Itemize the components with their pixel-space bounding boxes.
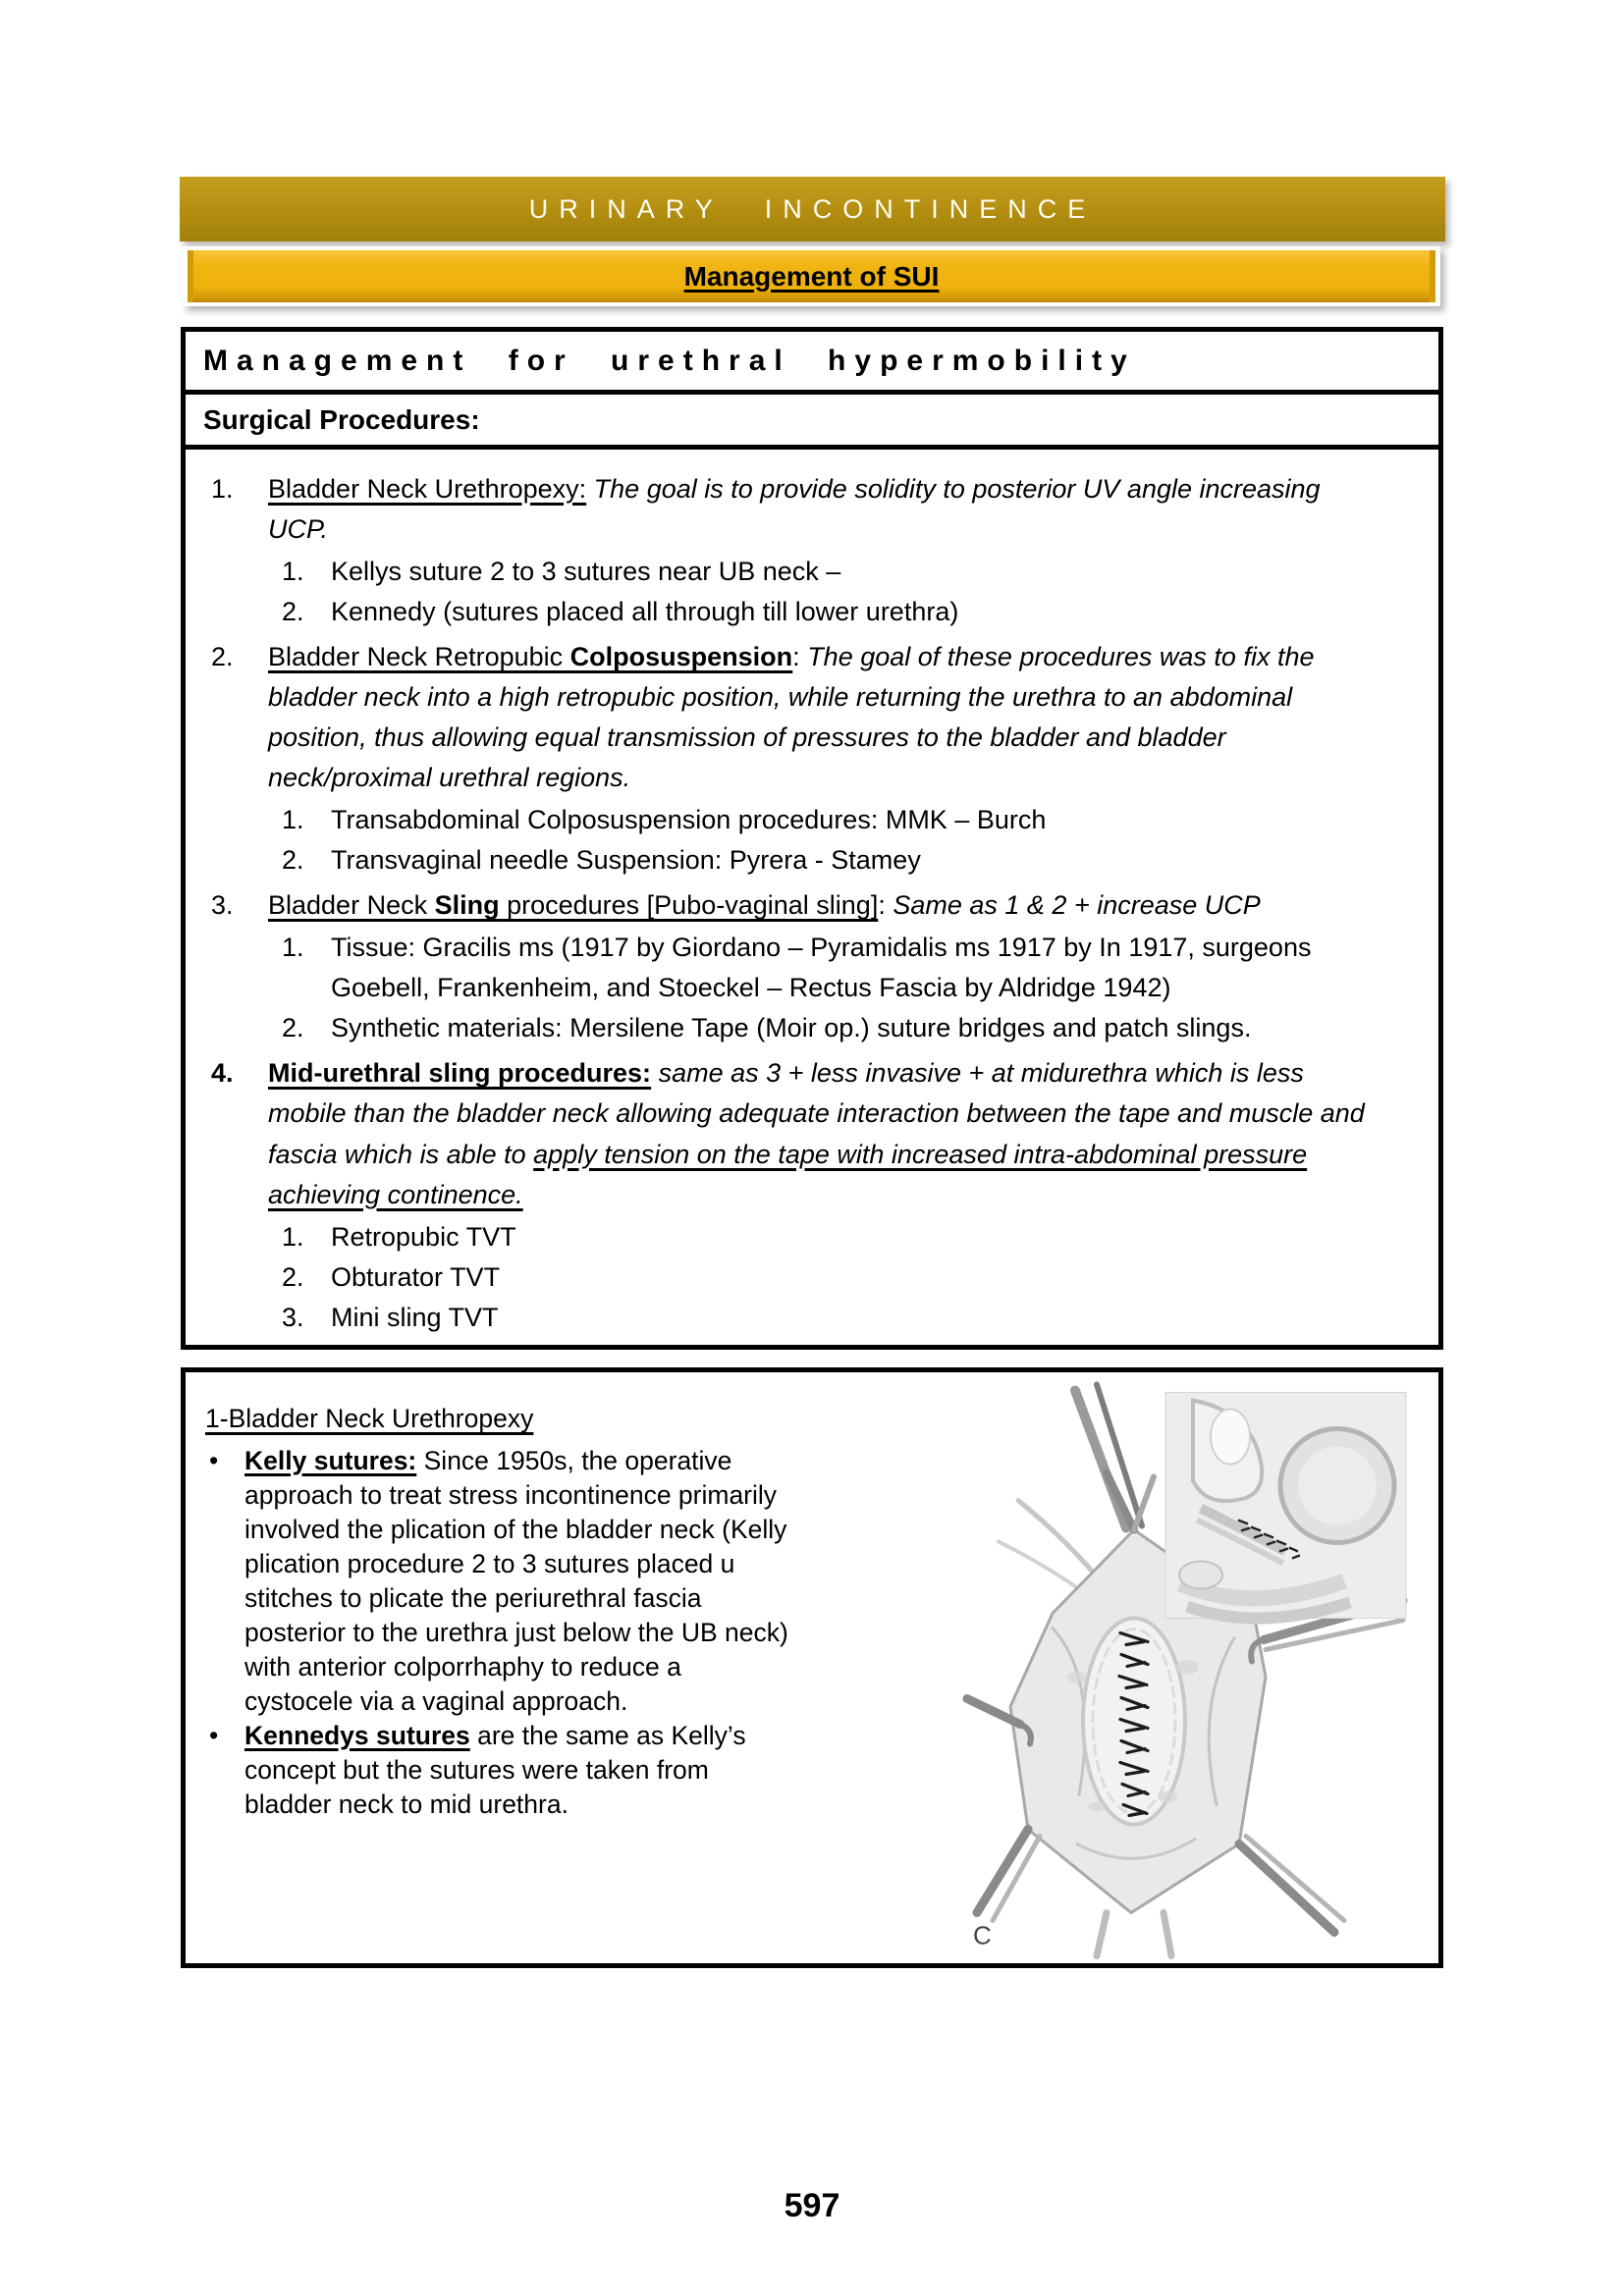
- procedure-title: Mid-urethral sling procedures:: [268, 1058, 652, 1089]
- page-subtitle: Management of SUI: [683, 260, 940, 292]
- info-title: 1-Bladder Neck Urethropexy: [205, 1404, 534, 1433]
- procedure-item-4: [205, 1053, 1415, 1337]
- sub-item: 1. Kellys suture 2 to 3 sutures near UB neck –: [282, 557, 841, 587]
- bullet-text: are the same as Kelly’s concept but the sutures were taken from bladder neck to mid urethra.: [244, 1720, 746, 1819]
- procedure-description: Same as 1 & 2 + increase UCP: [893, 890, 1261, 921]
- section-subheading: Surgical Procedures:: [186, 395, 1438, 450]
- procedure-sublist: [268, 928, 1368, 1048]
- procedure-body: [268, 1053, 1368, 1337]
- procedure-description: The goal of these procedures was to fix the bladder neck into a high retropubic position, while returning the urethra to an abdominal position, thus allowing equal transmission of pressures to the bladder and bladder neck/proximal urethral regions.: [268, 642, 1315, 793]
- procedure-description: The goal is to provide solidity to posterior UV angle increasing UCP.: [268, 474, 1321, 545]
- subtitle-bar: [183, 246, 1440, 306]
- sub-item: 2. Transvaginal needle Suspension: Pyrera - Stamey: [282, 845, 921, 876]
- sub-item: 1. Tissue: Gracilis ms (1917 by Giordano – Pyramidalis ms 1917 by In 1917, surgeons Goebell, Frankenheim, and Stoeckel – Rectus Fascia by Aldridge 1942): [282, 933, 1312, 1003]
- info-text-column: [205, 1402, 794, 1822]
- procedure-number: 1.: [211, 474, 234, 504]
- sub-item: 2. Obturator TVT: [282, 1261, 501, 1292]
- urethropexy-info-box: [181, 1367, 1443, 1968]
- procedure-sublist: [268, 800, 1368, 881]
- sub-item: 2. Synthetic materials: Mersilene Tape (Moir op.) suture bridges and patch slings.: [282, 1013, 1252, 1043]
- bullet-label: Kelly sutures:: [244, 1445, 417, 1475]
- info-bullet-list: [205, 1444, 794, 1822]
- procedure-item-1: [205, 469, 1415, 632]
- sub-item: 1. Transabdominal Colposuspension procedures: MMK – Burch: [282, 805, 1047, 835]
- page-title: URINARY INCONTINENCE: [528, 193, 1097, 224]
- procedures-list: [186, 450, 1438, 1338]
- procedure-body: Bladder Neck Retropubic Colposuspension: The goal of these procedures was to fix the bladder neck into a high retropubic position, while returning the urethra to an abdominal position, thus allowing equal transmission of pressures to the bladder and bladder neck/proximal urethral regions. 1. Transabdominal Colposuspension procedures: MMK – Burch 2. Transvaginal needle Suspension: Pyrera - Stamey: [268, 637, 1368, 881]
- management-section-box: [181, 327, 1443, 1350]
- sub-item: 1. Retropubic TVT: [282, 1221, 516, 1252]
- procedure-number: 3.: [211, 890, 234, 921]
- bullet-item-kennedy: [205, 1719, 794, 1822]
- procedure-title: Bladder Neck Urethropexy:: [268, 474, 587, 504]
- procedure-title: Bladder Neck Retropubic Colposuspension: [268, 642, 793, 672]
- procedure-title: Bladder Neck Sling procedures [Pubo-vaginal sling]: [268, 890, 879, 921]
- sagittal-inset: [1165, 1393, 1406, 1619]
- procedure-description-underlined: apply tension on the tape with increased intra-abdominal pressure achieving continence.: [268, 1139, 1308, 1209]
- sub-item: 2. Kennedy (sutures placed all through till lower urethra): [282, 597, 959, 627]
- bullet-label: Kennedys sutures: [244, 1720, 470, 1750]
- procedure-item-2: [205, 637, 1415, 881]
- bullet-item-kelly: [205, 1444, 794, 1719]
- page-number: 597: [784, 2187, 840, 2224]
- bullet-text: Since 1950s, the operative approach to treat stress incontinence primarily involved the plication of the bladder neck (Kelly plication procedure 2 to 3 sutures placed u stitches to plicate the periurethral fascia posterior to the urethra just below the UB neck) with anterior colporrhaphy to reduce a cystocele via a vaginal approach.: [244, 1445, 788, 1716]
- procedure-number: 2.: [211, 642, 234, 672]
- procedure-sublist: [268, 552, 1368, 632]
- procedure-number: 4.: [211, 1058, 234, 1089]
- procedure-body: [268, 469, 1368, 632]
- procedure-body: Bladder Neck Sling procedures [Pubo-vaginal sling]: Same as 1 & 2 + increase UCP 1. Tissue: Gracilis ms (1917 by Giordano – Pyramidalis ms 1917 by In 1917, surgeons Goebell, Frankenheim, and Stoeckel – Rectus Fascia by Aldridge 1942) 2. Synthetic materials: Mersilene Tape (Moir op.) suture bridges and patch slings.: [268, 885, 1368, 1048]
- urethropexy-figure: [959, 1380, 1411, 1959]
- header-bar: [180, 177, 1445, 241]
- procedure-description: same as 3 + less invasive + at midurethra which is less mobile than the bladder neck allowing adequate interaction between the tape and muscle and fascia which is able to: [268, 1058, 1365, 1169]
- section-title: Management for urethral hypermobility: [186, 332, 1438, 395]
- figure-label: C: [973, 1920, 992, 1950]
- procedure-item-3: [205, 885, 1415, 1048]
- bullet-marker: •: [209, 1445, 219, 1475]
- sub-item: 3. Mini sling TVT: [282, 1302, 499, 1332]
- bullet-marker: •: [209, 1720, 219, 1750]
- procedure-sublist: [268, 1217, 1368, 1338]
- subtitle-bar-inner: [188, 250, 1435, 302]
